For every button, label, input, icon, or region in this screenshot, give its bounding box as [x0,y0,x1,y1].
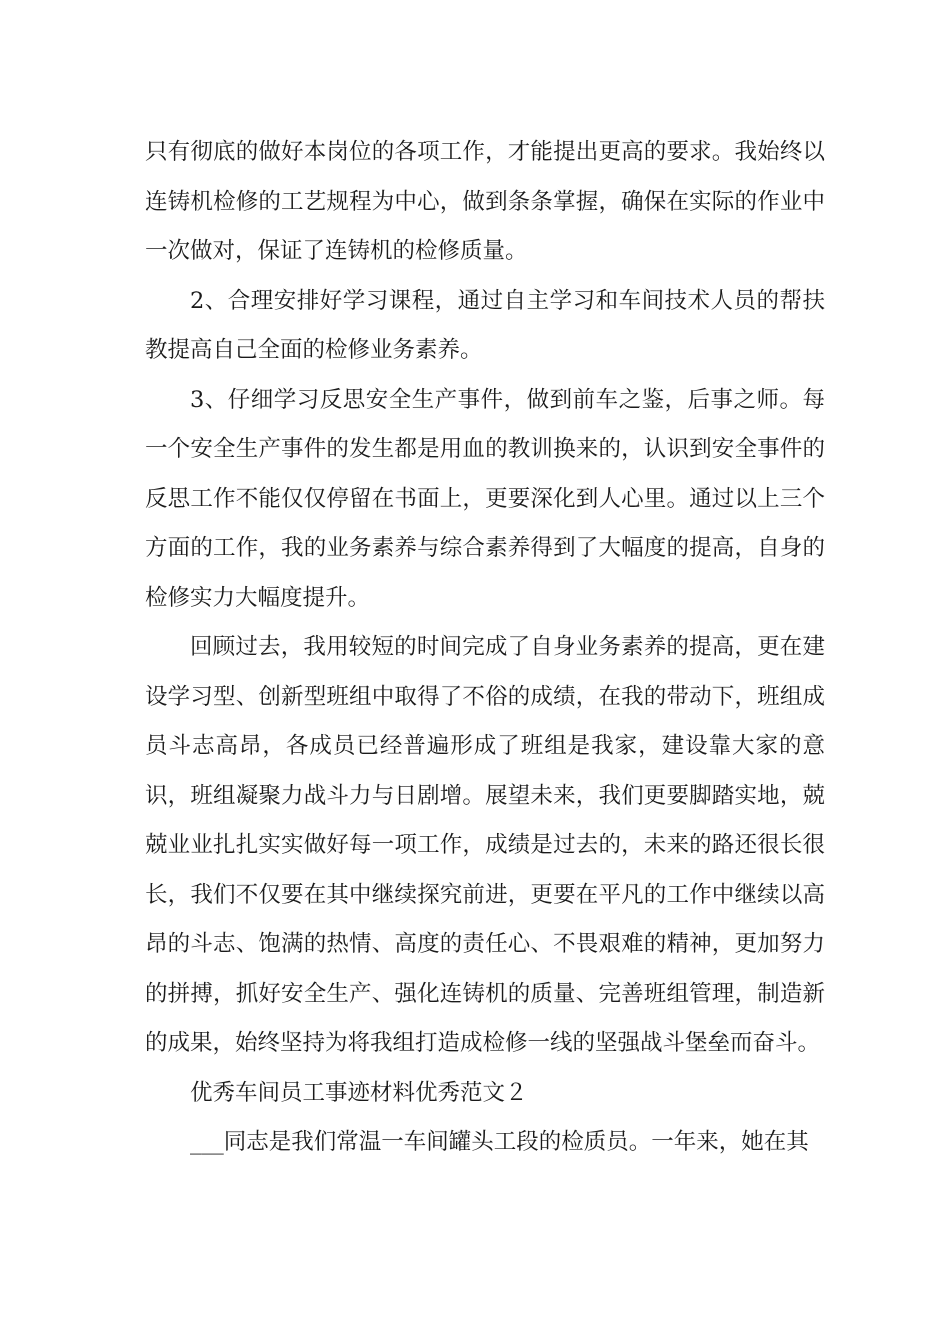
section-heading: 优秀车间员工事迹材料优秀范文２ [190,1079,528,1106]
paragraph-4: 回顾过去，我用较短的时间完成了自身业务素养的提高，更在建设学习型、创新型班组中取得了不俗的成绩，在我的带动下，班组成员斗志高昂，各成员已经普遍形成了班组是我家，建设靠大家的意识，班组凝聚力战斗力与日剧增。展望未来，我们更要脚踏实地，兢兢业业扎扎实实做好每一项工作，成绩是过去的，未来的路还很长很长，我们不仅要在其中继续探究前进，更要在平凡的工作中继续以高昂的斗志、饱满的热情、高度的责任心、不畏艰难的精神，更加努力的拼搏，抓好安全生产、强化连铸机的质量、完善班组管理，制造新的成果，始终坚持为将我组打造成检修一线的坚强战斗堡垒而奋斗。 [145,634,825,1056]
paragraph-5-text: 同志是我们常温一车间罐头工段的检质员。一年来，她在其 [223,1129,809,1155]
paragraph-5 [145,1118,825,1168]
paragraph-2: 2、合理安排好学习课程，通过自主学习和车间技术人员的帮扶教提高自己全面的检修业务素养。 [145,287,825,363]
document-body [145,128,825,1168]
fill-in-blank: ___ [190,1129,224,1155]
paragraph-3: 3、仔细学习反思安全生产事件，做到前车之鉴，后事之师。每一个安全生产事件的发生都是用血的教训换来的，认识到安全事件的反思工作不能仅仅停留在书面上，更要深化到人心里。通过以上三个方面的工作，我的业务素养与综合素养得到了大幅度的提高，自身的检修实力大幅度提升。 [145,386,825,611]
paragraph-1: 只有彻底的做好本岗位的各项工作，才能提出更高的要求。我始终以连铸机检修的工艺规程为中心，做到条条掌握，确保在实际的作业中一次做对，保证了连铸机的检修质量。 [145,139,825,264]
